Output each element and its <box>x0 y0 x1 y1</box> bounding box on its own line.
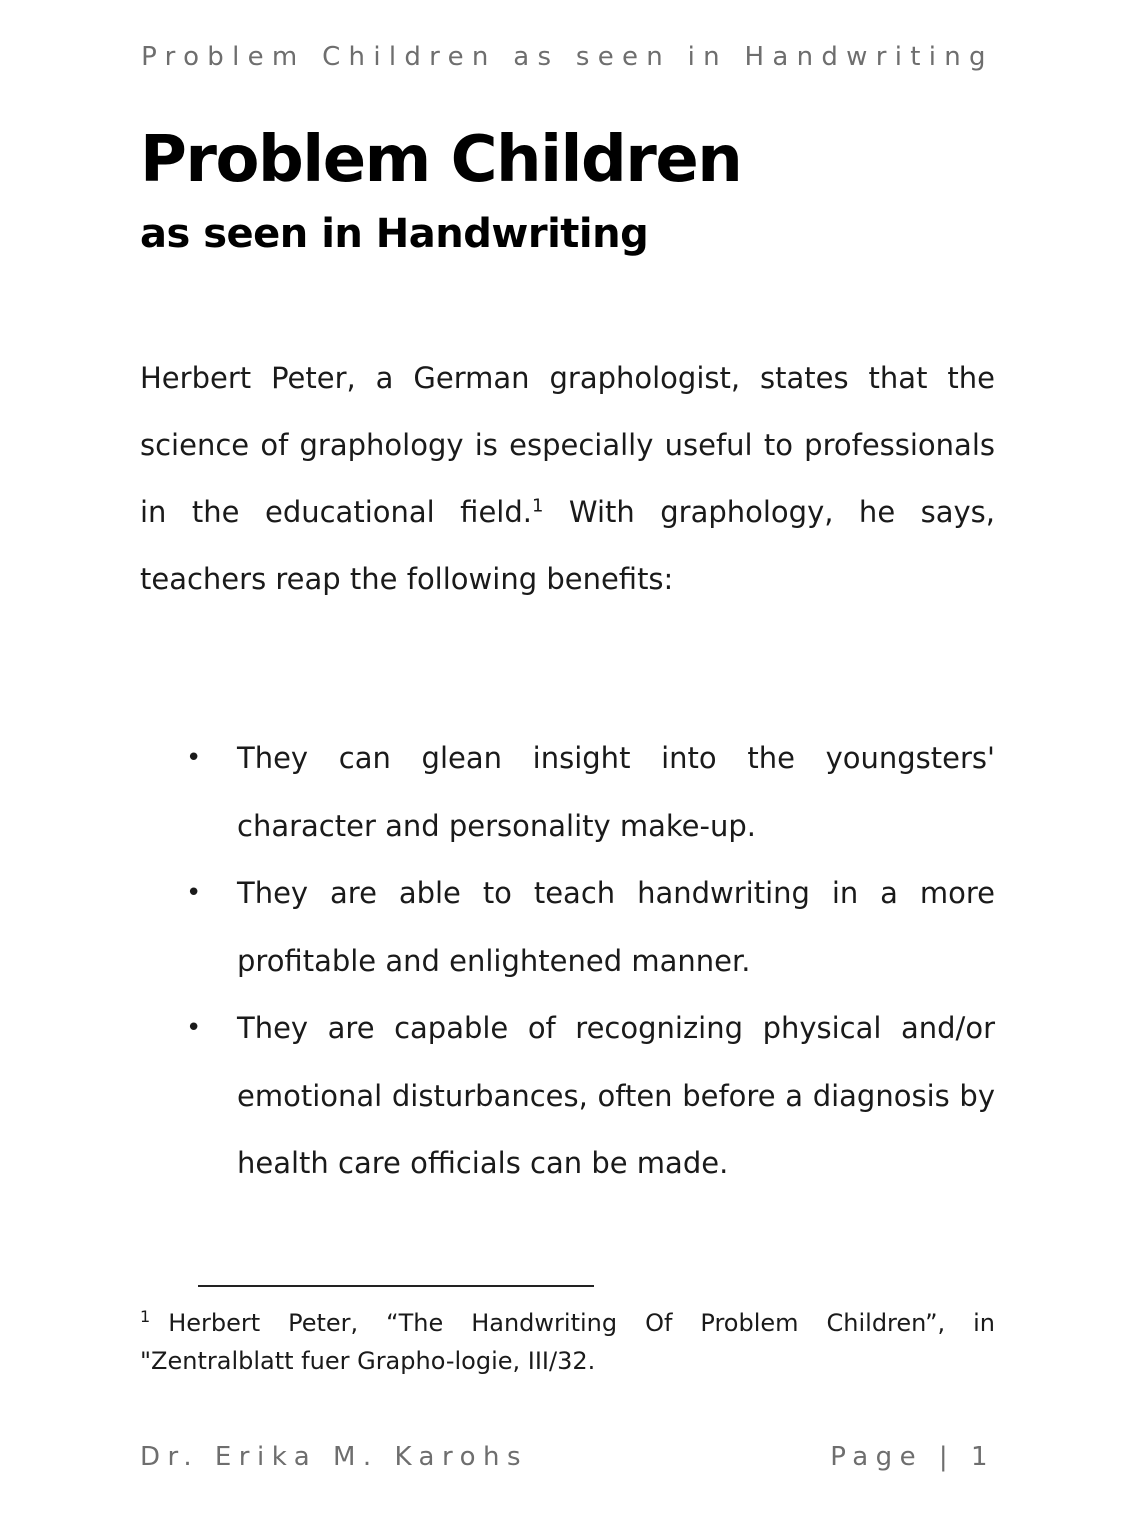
footnote-marker: 1 <box>140 1307 151 1326</box>
intro-text-part1: Herbert Peter, a German graphologist, states that the science of graphology is especially useful to professionals in the educational field. <box>140 361 995 529</box>
footer-author: Dr. Erika M. Karohs <box>140 1442 529 1472</box>
intro-paragraph <box>140 345 995 613</box>
list-item-text: They are capable of recognizing physical and/or emotional disturbances, often before a diagnosis by health care officials can be made. <box>237 1011 995 1180</box>
list-item-text: They can glean insight into the youngsters' character and personality make-up. <box>237 741 995 843</box>
footnote <box>140 1304 995 1380</box>
footnote-reference[interactable]: 1 <box>531 495 544 517</box>
page-number: Page | 1 <box>830 1442 995 1472</box>
bullet-icon: • <box>186 1013 202 1043</box>
intro-text-part2: With graphology, he says, teachers reap the following benefits: <box>140 495 996 596</box>
footnote-text: Herbert Peter, “The Handwriting Of Problem Children”, in "Zentralblatt fuer Grapho-logie, III/32. <box>140 1309 995 1375</box>
footnote-divider <box>198 1285 594 1287</box>
list-item <box>140 995 995 1198</box>
list-item <box>140 860 995 995</box>
page-title: Problem Children <box>140 123 742 197</box>
running-header: Problem Children as seen in Handwriting <box>141 42 994 72</box>
benefits-list <box>140 725 995 1198</box>
bullet-icon: • <box>186 743 202 773</box>
bullet-icon: • <box>186 878 202 908</box>
list-item <box>140 725 995 860</box>
list-item-text: They are able to teach handwriting in a more profitable and enlightened manner. <box>237 876 995 978</box>
page-subtitle: as seen in Handwriting <box>140 211 649 257</box>
